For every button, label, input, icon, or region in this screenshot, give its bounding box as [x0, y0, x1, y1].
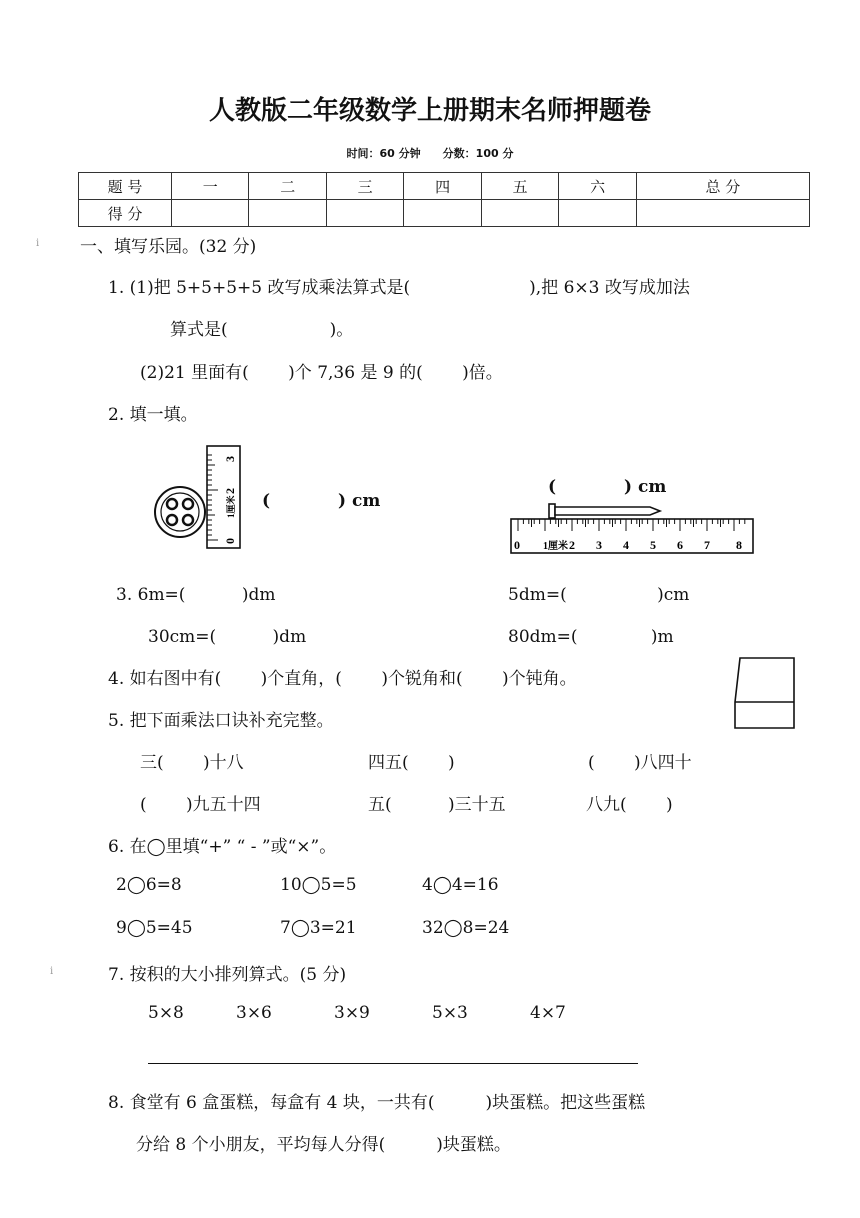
score-row-label: 得 分 [79, 200, 172, 227]
nail-ruler-figure [508, 498, 756, 556]
operator-equation: 7◯3=21 [280, 918, 357, 938]
page-title: 人教版二年级数学上册期末名师押题卷 [208, 96, 651, 126]
ruler-label: 8 [736, 538, 742, 552]
question-4: 4. 如右图中有( )个直角，( )个锐角和( )个钝角。 [108, 669, 577, 689]
question-3-a: 3. 6m=( )dm [116, 585, 276, 605]
score-cell: 总 分 [636, 173, 809, 200]
ruler-label: 2 [223, 488, 237, 494]
score-input-cell[interactable] [636, 200, 809, 227]
multiplication-rhyme-item: ( )九五十四 [140, 795, 261, 815]
score-input-cell[interactable] [559, 200, 636, 227]
operator-equation: 9◯5=45 [116, 918, 193, 938]
ruler-label: 1厘米 [543, 541, 568, 552]
score-input-cell[interactable] [326, 200, 403, 227]
score-input-cell[interactable] [481, 200, 558, 227]
score-cell: 三 [326, 173, 403, 200]
operator-equation: 32◯8=24 [422, 918, 510, 938]
score-input-cell[interactable] [404, 200, 481, 227]
ruler-label: 5 [650, 538, 656, 552]
question-5-label: 5. 把下面乘法口诀补充完整。 [108, 711, 334, 731]
ruler-label: 0 [223, 538, 237, 544]
answer-blank-cm[interactable]: ( ) cm [262, 491, 381, 511]
question-3-b: 5dm=( )cm [508, 585, 690, 605]
score-cell: 二 [249, 173, 326, 200]
question-6-label: 6. 在◯里填“+” “ - ”或“×”。 [108, 837, 337, 857]
product-expression: 3×9 [334, 1003, 370, 1023]
question-2-label: 2. 填一填。 [108, 405, 198, 425]
ruler-label: 0 [514, 538, 520, 552]
ruler-label: 3 [223, 456, 237, 462]
ruler-label: 7 [704, 538, 710, 552]
product-expression: 4×7 [530, 1003, 566, 1023]
product-expression: 5×8 [148, 1003, 184, 1023]
multiplication-rhyme-item: 三( )十八 [140, 753, 244, 773]
margin-mark: i [50, 966, 54, 977]
margin-mark: i [36, 238, 40, 249]
multiplication-rhyme-item: 四五( ) [368, 753, 455, 773]
score-table-score-row [79, 200, 810, 227]
section-heading: 一、填写乐园。(32 分) [80, 237, 257, 257]
score-input-cell[interactable] [172, 200, 249, 227]
question-1-line2: 算式是( )。 [170, 320, 354, 340]
quadrilateral-figure [728, 656, 800, 732]
ruler-label: 1厘米 [226, 495, 236, 518]
ruler-label: 2 [569, 538, 575, 552]
answer-blank-cm[interactable]: ( ) cm [548, 477, 667, 497]
score-cell: 四 [404, 173, 481, 200]
score-cell: 一 [172, 173, 249, 200]
question-8-line1: 8. 食堂有 6 盒蛋糕，每盒有 4 块，一共有( )块蛋糕。把这些蛋糕 [108, 1093, 646, 1113]
score-cell: 题 号 [79, 173, 172, 200]
answer-line[interactable] [148, 1063, 638, 1064]
button-ruler-figure [138, 440, 248, 552]
question-3-c: 30cm=( )dm [148, 627, 307, 647]
question-3-d: 80dm=( )m [508, 627, 674, 647]
question-1-part2: (2)21 里面有( )个 7,36 是 9 的( )倍。 [140, 363, 503, 383]
ruler-label: 4 [623, 538, 629, 552]
score-table-header-row [79, 173, 810, 200]
operator-equation: 10◯5=5 [280, 875, 357, 895]
question-8-line2: 分给 8 个小朋友，平均每人分得( )块蛋糕。 [136, 1135, 511, 1155]
exam-info: 时间：60 分钟 分数：100 分 [346, 147, 514, 160]
question-7-label: 7. 按积的大小排列算式。(5 分) [108, 965, 347, 985]
multiplication-rhyme-item: 八九( ) [586, 795, 673, 815]
question-1-line1: 1. (1)把 5+5+5+5 改写成乘法算式是( ),把 6×3 改写成加法 [108, 278, 690, 298]
multiplication-rhyme-item: ( )八四十 [588, 753, 692, 773]
ruler-label: 6 [677, 538, 683, 552]
score-cell: 六 [559, 173, 636, 200]
operator-equation: 2◯6=8 [116, 875, 182, 895]
operator-equation: 4◯4=16 [422, 875, 499, 895]
score-cell: 五 [481, 173, 558, 200]
score-table [78, 172, 810, 227]
product-expression: 5×3 [432, 1003, 468, 1023]
ruler-label: 3 [596, 538, 602, 552]
multiplication-rhyme-item: 五( )三十五 [368, 795, 506, 815]
product-expression: 3×6 [236, 1003, 272, 1023]
score-input-cell[interactable] [249, 200, 326, 227]
